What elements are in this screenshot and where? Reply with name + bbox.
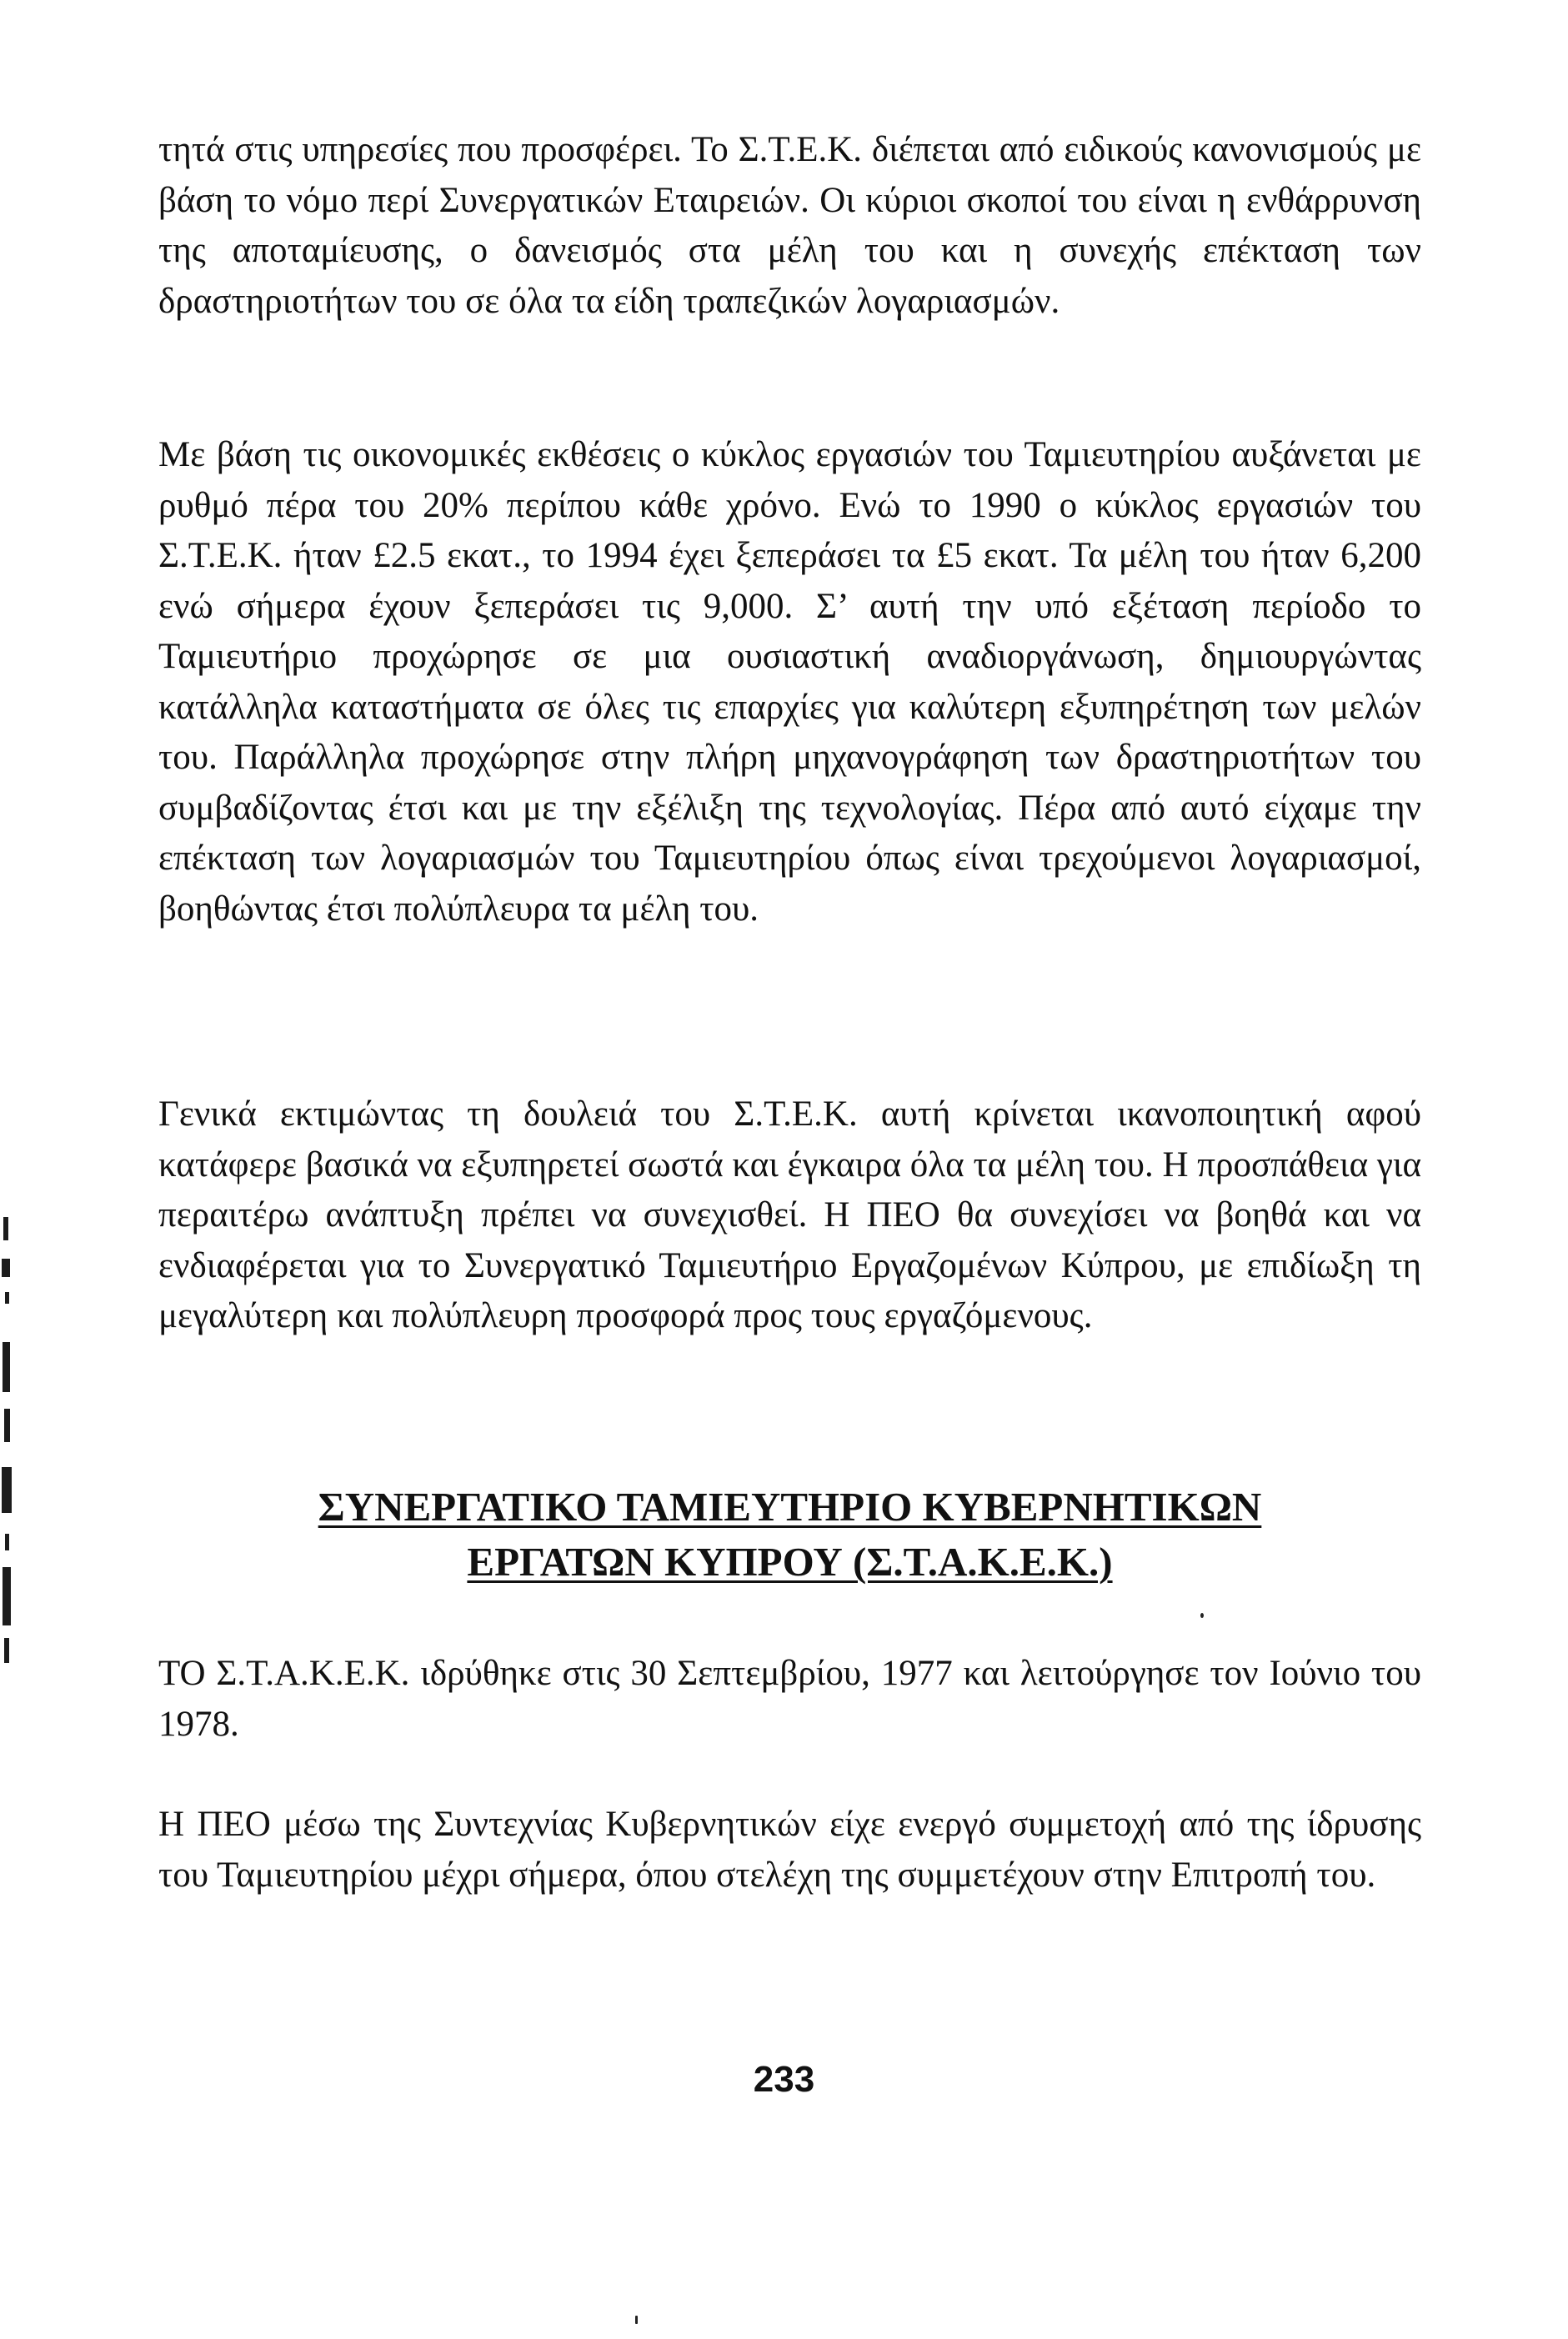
print-speck — [635, 2316, 638, 2324]
section-heading — [158, 1480, 1421, 1590]
binding-edge-marks — [0, 1217, 20, 1667]
body-paragraph: Γενικά εκτιμώντας τη δουλειά του Σ.Τ.Ε.Κ. αυτή κρίνεται ικανοποιητική αφού κατάφερε βασικά να εξυπηρετεί σωστά και έγκαιρα όλα τα μέλη του. Η προσπάθεια για περαιτέρω ανάπτυξη πρέπει να συνεχισθεί. Η ΠΕΟ θα συνεχίσει να βοηθά και να ενδιαφέρεται για το Συνεργατικό Ταμιευτήριο Εργαζομένων Κύπρου, με επιδίωξη τη μεγαλύτερη και πολύπλευρη προσφορά προς τους εργαζόμενους. — [158, 1094, 1421, 1335]
body-paragraph: Με βάση τις οικονομικές εκθέσεις ο κύκλος εργασιών του Ταμιευτηρίου αυξάνεται με ρυθμό πέρα του 20% περίπου κάθε χρόνο. Ενώ το 1990 ο κύκλος εργασιών του Σ.Τ.Ε.Κ. ήταν £2.5 εκατ., το 1994 έχει ξεπεράσει τα £5 εκατ. Τα μέλη του ήταν 6,200 ενώ σήμερα έχουν ξεπεράσει τις 9,000. Σ’ αυτή την υπό εξέταση περίοδο το Ταμιευτήριο προχώρησε σε μια ουσιαστική αναδιοργάνωση, δημιουργώντας κατάλληλα καταστήματα σε όλες τις επαρχίες για καλύτερη εξυπηρέτηση των μελών του. Παράλληλα προχώρησε στην πλήρη μηχανογράφηση των δραστηριοτήτων του συμβαδίζοντας έτσι και με την εξέλιξη της τεχνολογίας. Πέρα από αυτό είχαμε την επέκταση των λογαριασμών του Ταμιευτηρίου όπως είναι τρεχούμενοι λογαριασμοί, βοηθώντας έτσι πολύπλευρα τα μέλη του. — [158, 435, 1421, 929]
page-number: 233 — [753, 2059, 815, 2100]
body-paragraph: τητά στις υπηρεσίες που προσφέρει. Το Σ.Τ.Ε.Κ. διέπεται από ειδικούς κανονισμούς με βάση το νόμο περί Συνεργατικών Εταιρειών. Οι κύριοι σκοποί του είναι η ενθάρρυνση της αποταμίευσης, ο δανεισμός στα μέλη του και η συνεχής επέκταση των δραστηριοτήτων του σε όλα τα είδη τραπεζικών λογαριασμών. — [158, 130, 1421, 321]
section-heading-line-1: ΣΥΝΕΡΓΑΤΙΚΟ ΤΑΜΙΕΥΤΗΡΙΟ ΚΥΒΕΡΝΗΤΙΚΩΝ — [318, 1484, 1262, 1530]
section-paragraph: ΤΟ Σ.Τ.Α.Κ.Ε.Κ. ιδρύθηκε στις 30 Σεπτεμβρίου, 1977 και λειτούργησε τον Ιούνιο του 1978. — [158, 1654, 1421, 1744]
section-heading-line-2: ΕΡΓΑΤΩΝ ΚΥΠΡΟΥ (Σ.Τ.Α.Κ.Ε.Κ.) — [467, 1539, 1113, 1585]
section-paragraph: Η ΠΕΟ μέσω της Συντεχνίας Κυβερνητικών είχε ενεργό συμμετοχή από της ίδρυσης του Ταμιευτηρίου μέχρι σήμερα, όπου στελέχη της συμμετέχουν στην Επιτροπή του. — [158, 1805, 1421, 1895]
print-speck — [1200, 1613, 1204, 1618]
